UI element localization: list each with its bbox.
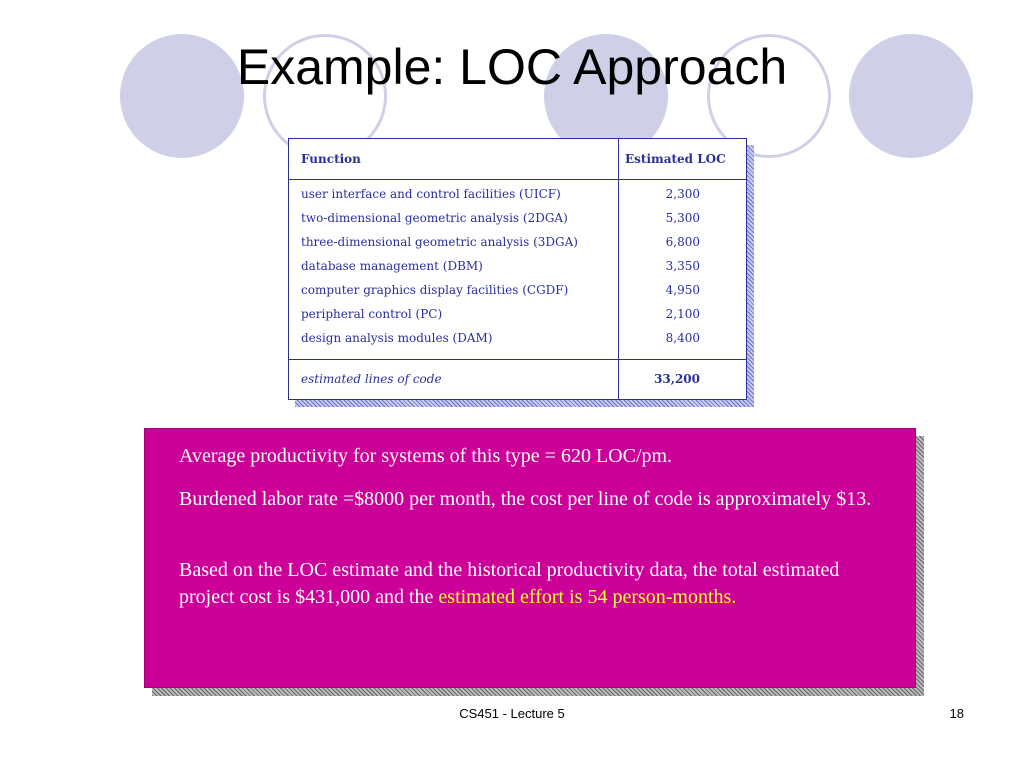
function-name: computer graphics display facilities (CGDF) <box>301 283 569 297</box>
slide-title: Example: LOC Approach <box>236 39 788 95</box>
loc-table-container <box>288 138 747 400</box>
effort-highlight: estimated effort is 54 person-months. <box>438 586 737 608</box>
loc-value: 2,300 <box>665 187 700 201</box>
cost-estimate-plain: Based on the LOC estimate and the historical productivity data, the total estimated project cost is $431,000 and the <box>179 559 840 608</box>
page-number: 18 <box>949 706 964 721</box>
cost-estimate-text <box>179 557 899 611</box>
table-row <box>289 235 746 259</box>
loc-value: 5,300 <box>665 211 700 225</box>
function-name: database management (DBM) <box>301 259 483 273</box>
function-name: peripheral control (PC) <box>301 307 443 321</box>
header-estimated-loc: Estimated LOC <box>625 152 726 166</box>
header-divider <box>289 179 746 180</box>
total-divider <box>289 359 746 360</box>
table-row <box>289 307 746 331</box>
loc-table <box>288 138 747 400</box>
info-box <box>144 428 916 688</box>
table-row <box>289 187 746 211</box>
loc-value: 6,800 <box>665 235 700 249</box>
loc-value: 4,950 <box>665 283 700 297</box>
loc-value: 2,100 <box>665 307 700 321</box>
function-name: user interface and control facilities (UICF) <box>301 187 561 201</box>
table-row <box>289 259 746 283</box>
total-value: 33,200 <box>654 372 700 386</box>
labor-rate-sentence: Burdened labor rate =$8000 per month, the cost per line of code is approximately $13. <box>179 488 872 510</box>
productivity-text: Average productivity for systems of this type = 620 LOC/pm. <box>179 445 673 467</box>
loc-value: 3,350 <box>665 259 700 273</box>
table-row <box>289 283 746 307</box>
table-row <box>289 331 746 355</box>
loc-value: 8,400 <box>665 331 700 345</box>
table-row <box>289 211 746 235</box>
function-name: three-dimensional geometric analysis (3DGA) <box>301 235 578 249</box>
total-label: estimated lines of code <box>301 372 442 386</box>
labor-rate-text <box>179 486 899 513</box>
footer-course: CS451 - Lecture 5 <box>459 706 565 721</box>
header-function: Function <box>301 152 361 166</box>
table-total-row <box>289 372 746 396</box>
function-name: design analysis modules (DAM) <box>301 331 493 345</box>
function-name: two-dimensional geometric analysis (2DGA) <box>301 211 568 225</box>
